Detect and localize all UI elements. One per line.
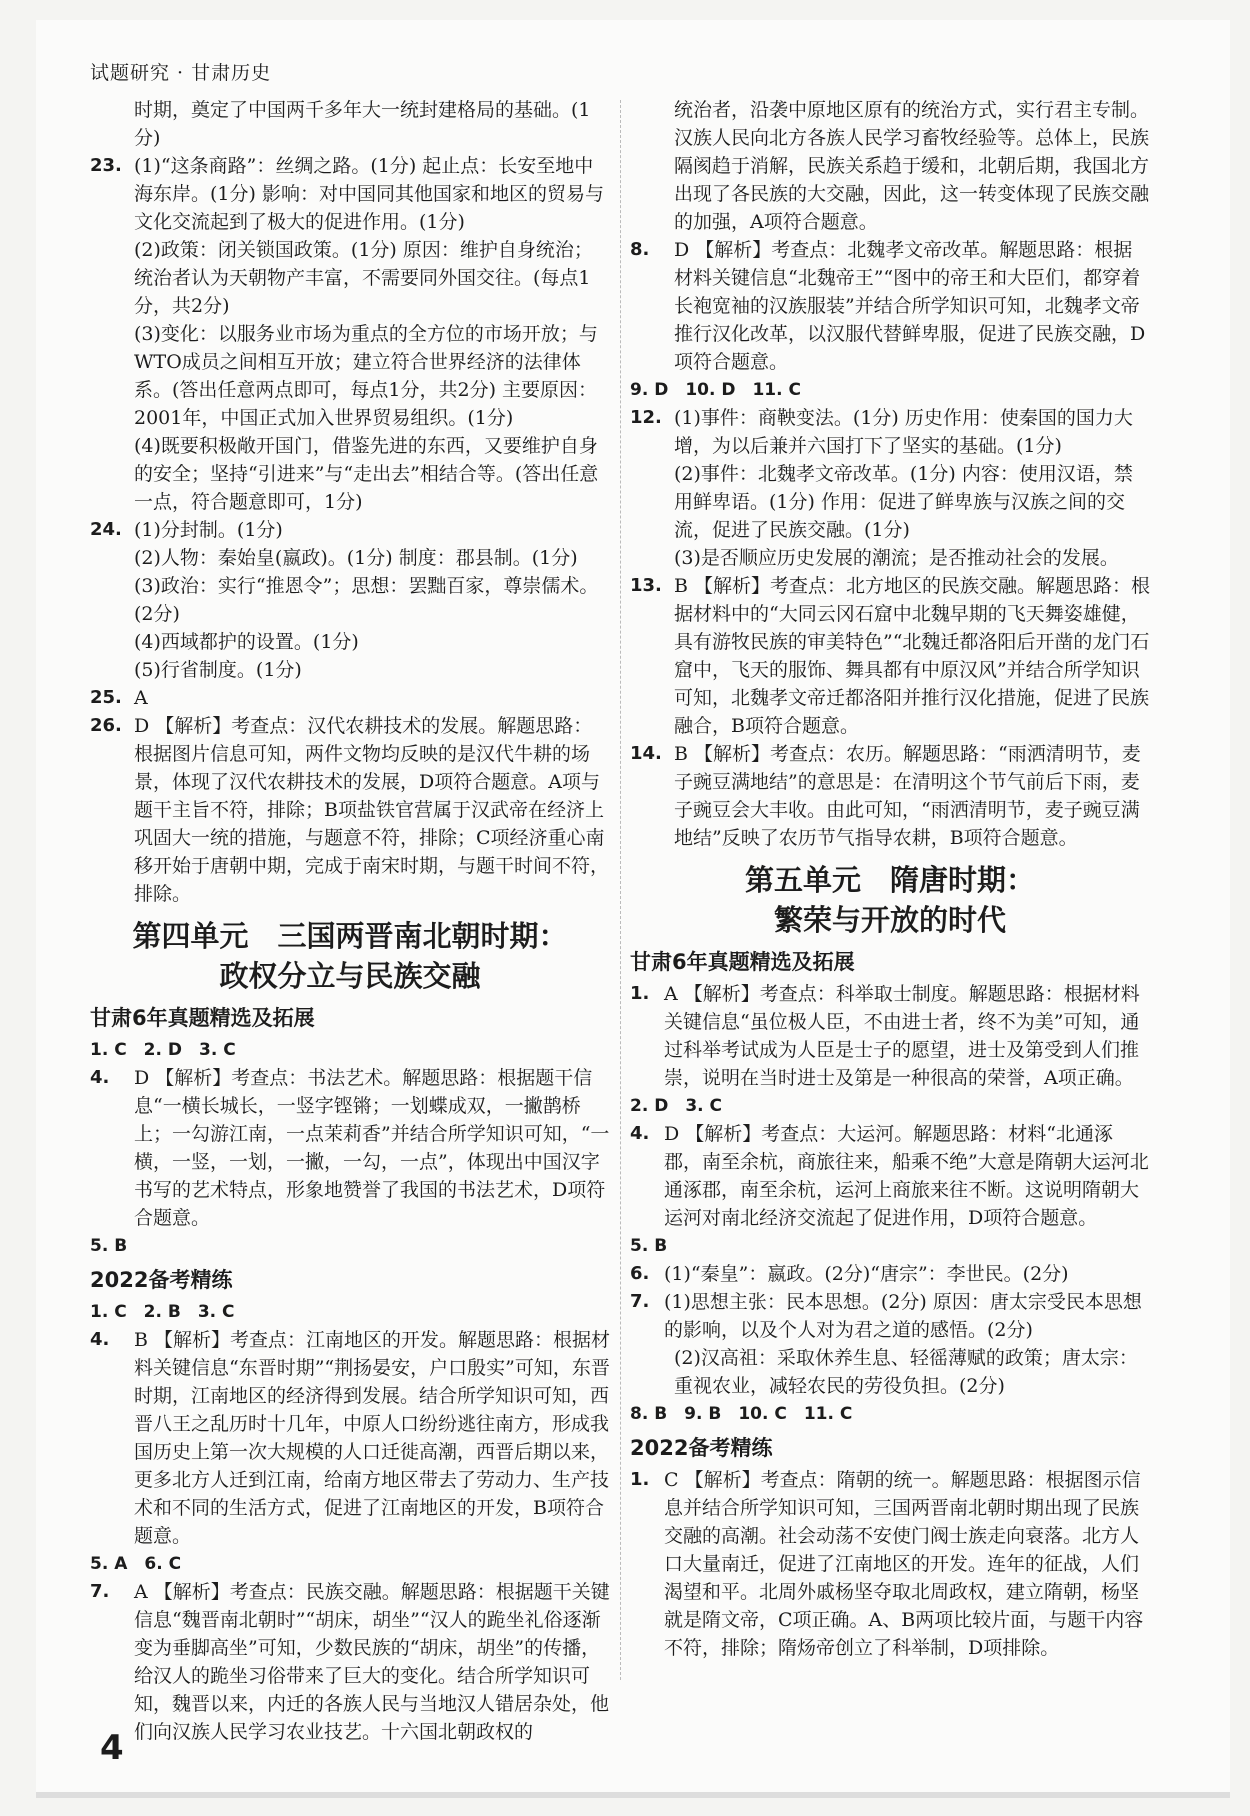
question-number: 4. (90, 1067, 110, 1088)
answer-text: (1)“秦皇”：嬴政。(2分)“唐宗”：李世民。(2分) (664, 1263, 1069, 1285)
section-heading: 甘肃6年真题精选及拓展 (630, 950, 855, 974)
answer-13 (630, 572, 1150, 740)
answer-text: 5. A 6. C (90, 1554, 182, 1574)
answer-8 (630, 236, 1150, 376)
question-number: 26. (90, 715, 122, 736)
answer-text: (2)人物：秦始皇(嬴政)。(1分) 制度：郡县制。(1分) (134, 547, 578, 569)
answer-4 (630, 1120, 1150, 1232)
answer-text: C 【解析】考查点：隋朝的统一。解题思路：根据图示信息并结合所学知识可知，三国两晋南北朝时期出现了民族交融的高潮。社会动荡不安使门阀士族走向衰落。北方人口大量南迁，促进了江南地区的开发。连年的征战，人们渴望和平。北周外戚杨坚夺取北周政权，建立隋朝，杨坚就是隋文帝，C项正确。A、B两项比较片面，与题干内容不符，排除；隋炀帝创立了科举制，D项排除。 (664, 1469, 1144, 1659)
answer-7 (630, 1288, 1150, 1344)
unit-title-line: 第四单元 三国两晋南北朝时期： (132, 919, 568, 953)
answer-text: B 【解析】考查点：北方地区的民族交融。解题思路：根据材料中的“大同云冈石窟中北魏早期的飞天舞姿雄健，具有游牧民族的审美特色”“北魏迁都洛阳后开凿的龙门石窟中，飞天的服饰、舞具都有中原汉风”并结合所学知识可知，北魏孝文帝迁都洛阳并推行汉化措施，促进了民族融合，B项符合题意。 (674, 575, 1151, 737)
answer-text: 5. B (90, 1236, 128, 1256)
question-number: 4. (90, 1329, 110, 1350)
question-number: 7. (90, 1581, 110, 1602)
question-number: 24. (90, 519, 122, 540)
question-number: 14. (630, 743, 662, 764)
answer-text: B 【解析】考查点：江南地区的开发。解题思路：根据材料关键信息“东晋时期”“荆扬晏安，户口殷实”可知，东晋时期，江南地区的经济得到发展。结合所学知识可知，西晋八王之乱历时十几年，中原人口纷纷逃往南方，形成我国历史上第一次大规模的人口迁徙高潮，西晋后期以来，更多北方人迁到江南，给南方地区带去了劳动力、生产技术和不同的生活方式，促进了江南地区的开发，B项符合题意。 (134, 1329, 611, 1547)
answer-text: (1)思想主张：民本思想。(2分) 原因：唐太宗受民本思想的影响，以及个人对为君之道的感悟。(2分) (664, 1291, 1142, 1341)
answer-24 (90, 516, 610, 544)
answer-text: (4)既要积极敞开国门，借鉴先进的东西，又要维护自身的安全；坚持“引进来”与“走出去”相结合等。(答出任意一点，符合题意即可，1分) (134, 435, 599, 513)
answer-4 (90, 1326, 610, 1550)
unit-title-line: 繁荣与开放的时代 (773, 903, 1006, 937)
column-divider (620, 100, 621, 1680)
answer-text: (3)政治：实行“推恩令”；思想：罢黜百家，尊崇儒术。(2分) (134, 575, 599, 625)
question-number: 1. (630, 983, 650, 1004)
answer-26 (90, 712, 610, 908)
question-number: 8. (630, 239, 650, 260)
question-number: 6. (630, 1263, 650, 1284)
answer-6 (630, 1260, 1150, 1288)
question-number: 7. (630, 1291, 650, 1312)
answer-text: 9. D 10. D 11. C (630, 380, 801, 400)
answer-text: D 【解析】考查点：汉代农耕技术的发展。解题思路：根据图片信息可知，两件文物均反映的是汉代牛耕的场景，体现了汉代农耕技术的发展，D项符合题意。A项与题干主旨不符，排除；B项盐铁官营属于汉武帝在经济上巩固大一统的措施，与题意不符，排除；C项经济重心南移开始于唐朝中期，完成于南宋时期，与题干时间不符，排除。 (134, 715, 610, 905)
answer-text: 5. B (630, 1236, 668, 1256)
answer-4 (90, 1064, 610, 1232)
answer-text: (4)西域都护的设置。(1分) (134, 631, 359, 653)
answer-text: (1)“这条商路”：丝绸之路。(1分) 起止点：长安至地中海东岸。(1分) 影响：对中国同其他国家和地区的贸易与文化交流起到了极大的促进作用。(1分) (134, 155, 604, 233)
bottom-rule (36, 1792, 1230, 1798)
answer-1 (630, 1466, 1150, 1662)
answer-text: (3)是否顺应历史发展的潮流；是否推动社会的发展。 (674, 547, 1119, 569)
answer-text: (5)行省制度。(1分) (134, 659, 302, 681)
answer-text: (1)分封制。(1分) (134, 519, 283, 541)
question-number: 25. (90, 687, 122, 708)
section-heading: 2022备考精练 (630, 1436, 773, 1460)
running-header: 试题研究 · 甘肃历史 (90, 62, 272, 84)
right-column (630, 96, 1150, 1662)
section-heading: 甘肃6年真题精选及拓展 (90, 1006, 315, 1030)
answer-text: 2. D 3. C (630, 1096, 722, 1116)
unit-title-line: 第五单元 隋唐时期： (744, 863, 1035, 897)
answer-text: (1)事件：商鞅变法。(1分) 历史作用：使秦国的国力大增，为以后兼并六国打下了坚实的基础。(1分) (674, 407, 1133, 457)
question-number: 13. (630, 575, 662, 596)
answer-text: (3)变化：以服务业市场为重点的全方位的市场开放；与WTO成员之间相互开放；建立符合世界经济的法律体系。(答出任意两点即可，每点1分，共2分) 主要原因：2001年，中国正式加入世界贸易组织。(1分) (134, 323, 598, 429)
answer-text: 1. C 2. D 3. C (90, 1040, 236, 1060)
page-number: 4 (100, 1728, 124, 1768)
question-number: 23. (90, 155, 122, 176)
question-number: 12. (630, 407, 662, 428)
answer-1 (630, 980, 1150, 1092)
answer-text: (2)事件：北魏孝文帝改革。(1分) 内容：使用汉语，禁用鲜卑语。(1分) 作用：促进了鲜卑族与汉族之间的交流，促进了民族交融。(1分) (674, 463, 1133, 541)
answer-23 (90, 152, 610, 236)
answer-7 (90, 1578, 610, 1746)
unit-title-line: 政权分立与民族交融 (219, 959, 481, 993)
left-column (90, 96, 610, 1746)
question-number: 4. (630, 1123, 650, 1144)
answer-12 (630, 404, 1150, 460)
answer-text: D 【解析】考查点：北魏孝文帝改革。解题思路：根据材料关键信息“北魏帝王”“图中的帝王和大臣们，都穿着长袍宽袖的汉族服装”并结合所学知识可知，北魏孝文帝推行汉化改革，以汉服代替鲜卑服，促进了民族交融，D项符合题意。 (674, 239, 1146, 373)
answer-text: D 【解析】考查点：书法艺术。解题思路：根据题干信息“一横长城长，一竖字铿锵；一划蝶成双，一撇鹊桥上；一勾游江南，一点茉莉香”并结合所学知识可知，“一横，一竖，一划，一撇，一勾，一点”，体现出中国汉字书写的艺术特点，形象地赞誉了我国的书法艺术，D项符合题意。 (134, 1067, 610, 1229)
answer-text: 统治者，沿袭中原地区原有的统治方式，实行君主专制。汉族人民向北方各族人民学习畜牧经验等。总体上，民族隔阂趋于消解，民族关系趋于缓和，北朝后期，我国北方出现了各民族的大交融，因此，这一转变体现了民族交融的加强，A项符合题意。 (674, 99, 1150, 233)
answer-text: 1. C 2. B 3. C (90, 1302, 235, 1322)
answer-text: 时期，奠定了中国两千多年大一统封建格局的基础。(1分) (134, 99, 591, 149)
answer-text: B 【解析】考查点：农历。解题思路：“雨洒清明节，麦子豌豆满地结”的意思是：在清明这个节气前后下雨，麦子豌豆会大丰收。由此可知，“雨洒清明节，麦子豌豆满地结”反映了农历节气指导农耕，B项符合题意。 (674, 743, 1141, 849)
answer-text: D 【解析】考查点：大运河。解题思路：材料“北通涿郡，南至余杭，商旅往来，船乘不绝”大意是隋朝大运河北通涿郡，南至余杭，运河上商旅来往不断。这说明隋朝大运河对南北经济交流起了促进作用，D项符合题意。 (664, 1123, 1149, 1229)
answer-14 (630, 740, 1150, 852)
answer-text: A (134, 687, 148, 709)
answer-text: A 【解析】考查点：科举取士制度。解题思路：根据材料关键信息“虽位极人臣，不由进士者，终不为美”可知，通过科举考试成为人臣是士子的愿望，进士及第受到人们推崇，说明在当时进士及第是一种很高的荣誉，A项正确。 (664, 983, 1140, 1089)
unit-5-title (630, 860, 1150, 940)
section-heading: 2022备考精练 (90, 1268, 233, 1292)
answer-text: (2)汉高祖：采取休养生息、轻徭薄赋的政策；唐太宗：重视农业，减轻农民的劳役负担。(2分) (674, 1347, 1138, 1397)
unit-4-title (90, 916, 610, 996)
answer-text: A 【解析】考查点：民族交融。解题思路：根据题干关键信息“魏晋南北朝时”“胡床，胡坐”“汉人的跪坐礼俗逐渐变为垂脚高坐”可知，少数民族的“胡床，胡坐”的传播，给汉人的跪坐习俗带来了巨大的变化。结合所学知识可知，魏晋以来，内迁的各族人民与当地汉人错居杂处，他们向汉族人民学习农业技艺。十六国北朝政权的 (134, 1581, 610, 1743)
answer-text: 8. B 9. B 10. C 11. C (630, 1404, 853, 1424)
answer-25 (90, 684, 610, 712)
question-number: 1. (630, 1469, 650, 1490)
answer-text: (2)政策：闭关锁国政策。(1分) 原因：维护自身统治；统治者认为天朝物产丰富，不需要同外国交往。(每点1分，共2分) (134, 239, 593, 317)
